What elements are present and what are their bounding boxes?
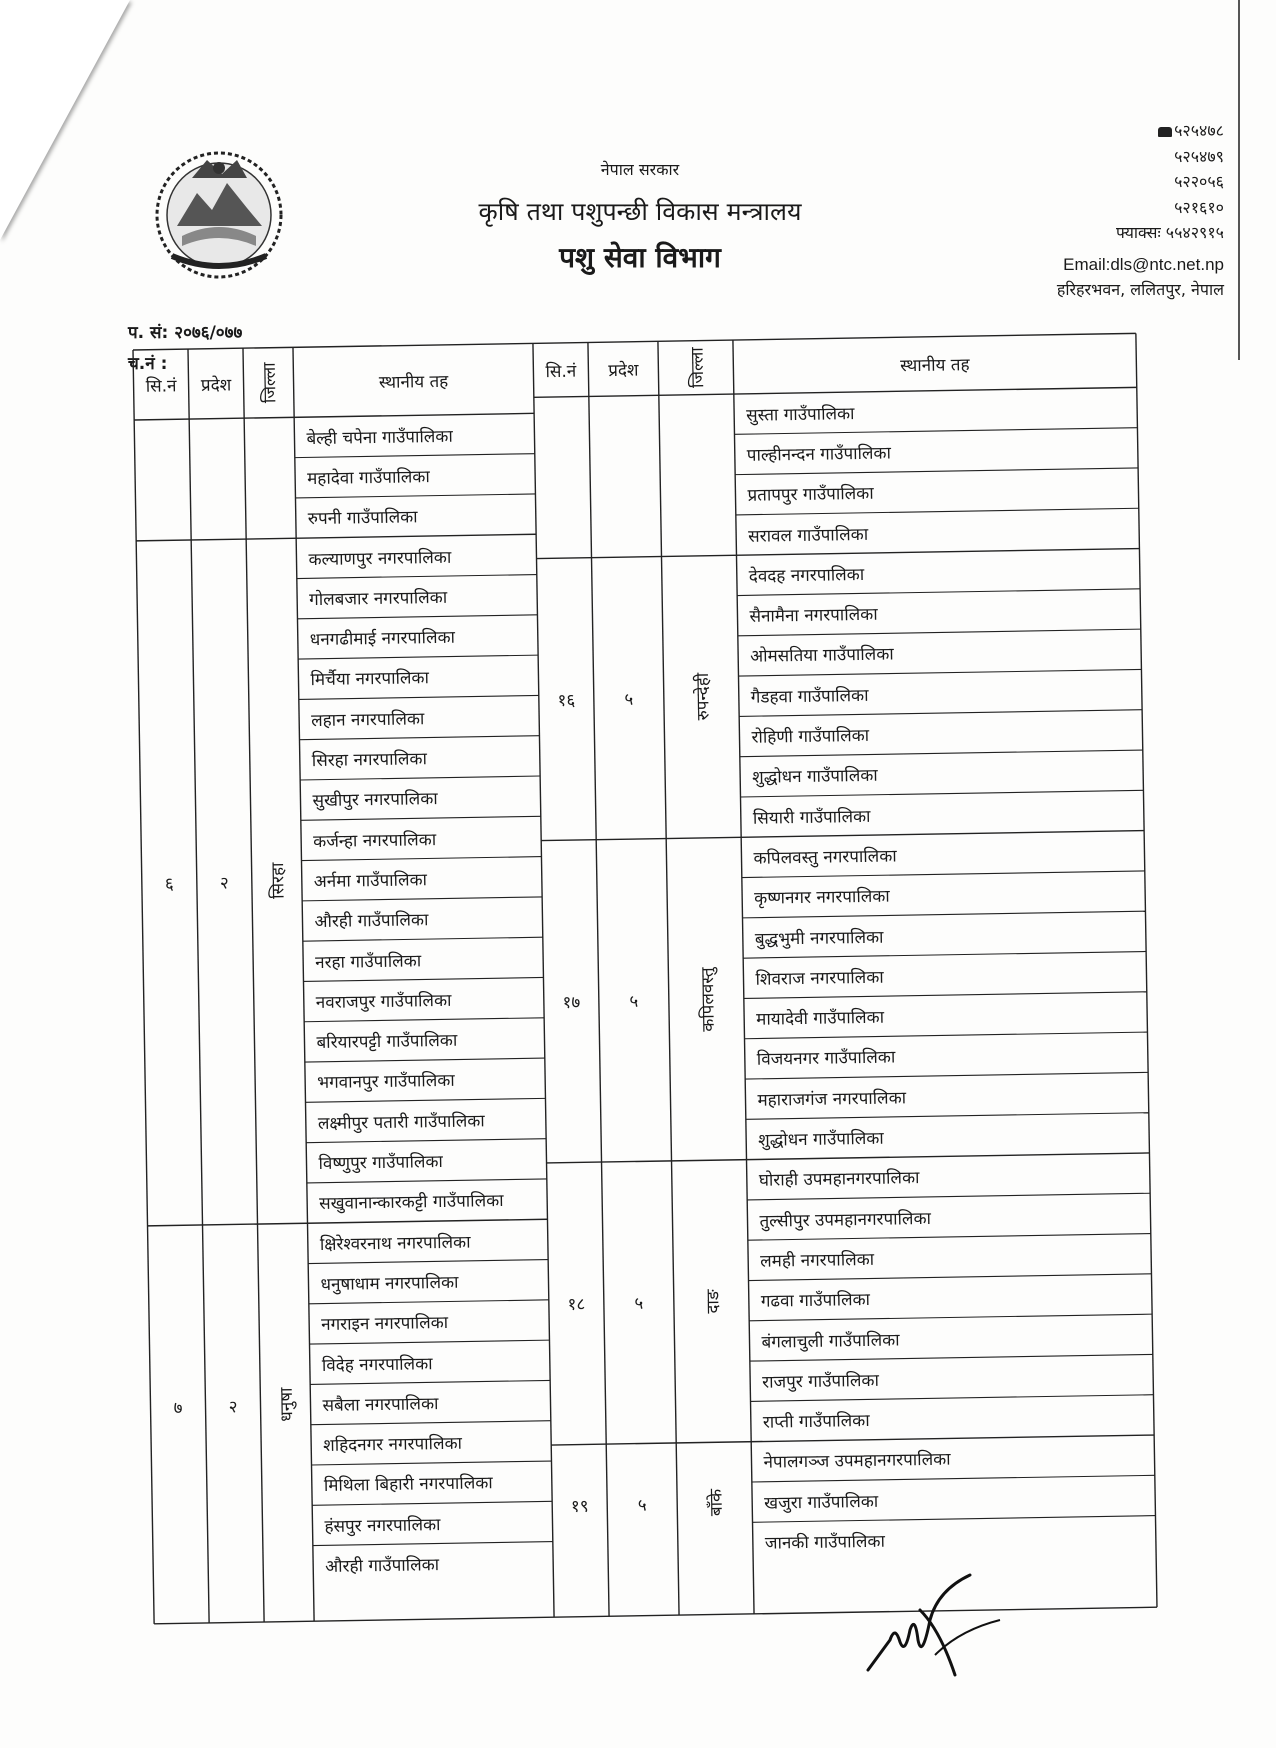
group-province-right: ५ (629, 991, 639, 1012)
department-name: पशु सेवा विभाग (559, 241, 721, 274)
table-row-right: जानकी गाउँपालिका (764, 1531, 886, 1554)
header-local-right: स्थानीय तह (900, 354, 970, 376)
table-row-left: हंसपुर नगरपालिका (324, 1514, 441, 1537)
table-row-left: लक्ष्मीपुर पतारी गाउँपालिका (317, 1111, 485, 1134)
group-province-left: २ (228, 1397, 238, 1418)
table-row-right: कृष्णनगर नगरपालिका (754, 886, 890, 910)
header-local-left: स्थानीय तह (378, 371, 449, 393)
table-row-left: औरही गाउँपालिका (314, 910, 429, 933)
table-row-right: तुल्सीपुर उपमहानगरपालिका (759, 1208, 932, 1232)
table-row-left: बरियारपट्टी गाउँपालिका (316, 1030, 458, 1054)
table-row-right: घोराही उपमहानगरपालिका (758, 1168, 920, 1192)
table-row-left: सुखीपुर नगरपालिका (312, 789, 438, 812)
group-district-right: रुपन्देही (692, 672, 714, 721)
group-province-right: ५ (624, 689, 634, 710)
letterhead (420, 158, 860, 276)
table-row-left: धनुषाधाम नगरपालिका (320, 1272, 459, 1295)
reference-number: प. सं: २०७६/०७७ (128, 323, 243, 343)
header-serial-left: सि.नं (145, 375, 177, 397)
table-row-right: राजपुर गाउँपालिका (762, 1370, 880, 1393)
table-row-right: देवदह नगरपालिका (748, 564, 865, 587)
table-row-right: विजयनगर गाउँपालिका (756, 1047, 896, 1071)
table-row-left: नरहा गाउँपालिका (315, 950, 422, 973)
table-row-left: शहिदनगर नगरपालिका (323, 1433, 463, 1457)
phone-line-2: ५२५४७९ (1174, 146, 1224, 166)
table-row-right: गैडहवा गाउँपालिका (750, 685, 869, 708)
nepal-emblem-icon (152, 148, 287, 283)
phone-line-3: ५२२०५६ (1174, 172, 1224, 191)
group-serial-right: १९ (570, 1496, 589, 1517)
phone-line-4: ५२१६१० (1174, 197, 1224, 217)
fax-line: फ्याक्सः ५५४२९१५ (1115, 223, 1224, 242)
table-row-right: लमही नगरपालिका (760, 1249, 875, 1272)
table-row-right: नेपालगञ्ज उपमहानगरपालिका (763, 1450, 951, 1474)
table-row-right: राप्ती गाउँपालिका (762, 1411, 870, 1433)
folded-corner (0, 0, 130, 240)
signature (860, 1570, 1010, 1680)
email-line: Email:dls@ntc.net.np (1063, 254, 1224, 274)
page-edge (1238, 0, 1240, 360)
group-province-right: ५ (634, 1293, 644, 1315)
group-serial-left: ७ (173, 1398, 183, 1419)
table-row-left: विष्णुपुर गाउँपालिका (318, 1152, 444, 1175)
table-row-left: औरही गाउँपालिका (325, 1555, 440, 1578)
table-row-right: गढवा गाउँपालिका (760, 1290, 871, 1312)
group-district-right: दाङ (702, 1288, 724, 1314)
contact-block (1057, 118, 1224, 303)
table-row-right: बुद्धभुमी नगरपालिका (754, 927, 884, 950)
group-serial-right: १८ (567, 1294, 586, 1316)
table-row-right: शुद्धोधन गाउँपालिका (758, 1128, 884, 1151)
table-row-left: कर्जन्हा नगरपालिका (313, 829, 437, 852)
table-row-left: गोलबजार नगरपालिका (309, 587, 448, 610)
table-row-left: बेल्ही चपेना गाउँपालिका (306, 426, 453, 449)
table-row-right: महाराजगंज नगरपालिका (757, 1088, 907, 1111)
table-row-left: धनगढीमाई नगरपालिका (309, 627, 456, 651)
table-row-right: बंगलाचुली गाउँपालिका (761, 1329, 900, 1353)
table-row-right: पाल्हीनन्दन गाउँपालिका (746, 443, 892, 466)
table-row-left: अर्नमा गाउँपालिका (313, 870, 428, 893)
table-row-left: महादेवा गाउँपालिका (306, 467, 430, 490)
table-row-left: भगवानपुर गाउँपालिका (317, 1071, 455, 1094)
table-row-left: सबैला नगरपालिका (322, 1393, 439, 1416)
header-province-left: प्रदेश (200, 374, 232, 396)
table-row-left: कल्याणपुर नगरपालिका (308, 547, 452, 570)
group-serial-right: १७ (562, 992, 581, 1013)
table-row-left: नगराइन नगरपालिका (321, 1313, 449, 1336)
municipality-table (133, 333, 1157, 1623)
table-row-left: सिरहा नगरपालिका (311, 749, 428, 772)
table-row-right: शुद्धोधन गाउँपालिका (752, 766, 878, 789)
table-row-right: सरावल गाउँपालिका (748, 524, 869, 547)
group-serial-right: १६ (557, 690, 576, 711)
table-row-right: शिवराज नगरपालिका (755, 967, 884, 990)
table-row-right: कपिलवस्तु नगरपालिका (753, 846, 897, 869)
table-row-left: नवराजपुर गाउँपालिका (315, 990, 452, 1013)
ministry-name: कृषि तथा पशुपन्छी विकास मन्त्रालय (478, 197, 802, 226)
table-row-left: सखुवानान्कारकट्टी गाउँपालिका (319, 1191, 504, 1215)
table-row-left: क्षिरेश्वरनाथ नगरपालिका (319, 1232, 471, 1255)
table-row-right: रोहिणी गाउँपालिका (751, 725, 870, 748)
table-row-right: ओमसतिया गाउँपालिका (750, 644, 894, 668)
group-district-right: बाँके (705, 1488, 727, 1517)
header-province-right: प्रदेश (608, 360, 639, 381)
group-district-right: कपिलवस्तु (697, 966, 719, 1032)
header-district-left: जिल्ला (259, 362, 281, 404)
table-row-right: मायादेवी गाउँपालिका (756, 1007, 885, 1030)
group-district-left: धनुषा (276, 1387, 298, 1423)
address-line: हरिहरभवन, ललितपुर, नेपाल (1056, 280, 1224, 299)
dispatch-number: च.नं : (128, 354, 168, 374)
phone-line-1: ५२५४७८ (1057, 118, 1224, 144)
group-province-left: २ (219, 873, 229, 894)
table-row-left: रुपनी गाउँपालिका (307, 507, 418, 530)
group-serial-left: ६ (164, 874, 174, 895)
table-row-right: सियारी गाउँपालिका (752, 806, 871, 829)
table-row-left: विदेह नगरपालिका (321, 1353, 433, 1376)
table-row-left: मिर्चैया नगरपालिका (310, 668, 430, 691)
table-row-right: प्रतापपुर गाउँपालिका (747, 483, 874, 507)
table-row-left: मिथिला बिहारी नगरपालिका (323, 1473, 493, 1497)
table-row-right: सुस्ता गाउँपालिका (746, 403, 855, 426)
header-serial-right: सि.नं (545, 361, 577, 382)
group-province-right: ५ (637, 1495, 647, 1516)
phone-icon (1158, 127, 1172, 137)
header-district-right: जिल्ला (687, 347, 708, 389)
group-district-left: सिरहा (268, 862, 289, 900)
table-row-right: खजुरा गाउँपालिका (764, 1491, 879, 1514)
table-row-right: सैनामैना नगरपालिका (749, 604, 878, 627)
table-row-left: लहान नगरपालिका (311, 708, 425, 731)
government-name: नेपाल सरकार (600, 160, 680, 179)
